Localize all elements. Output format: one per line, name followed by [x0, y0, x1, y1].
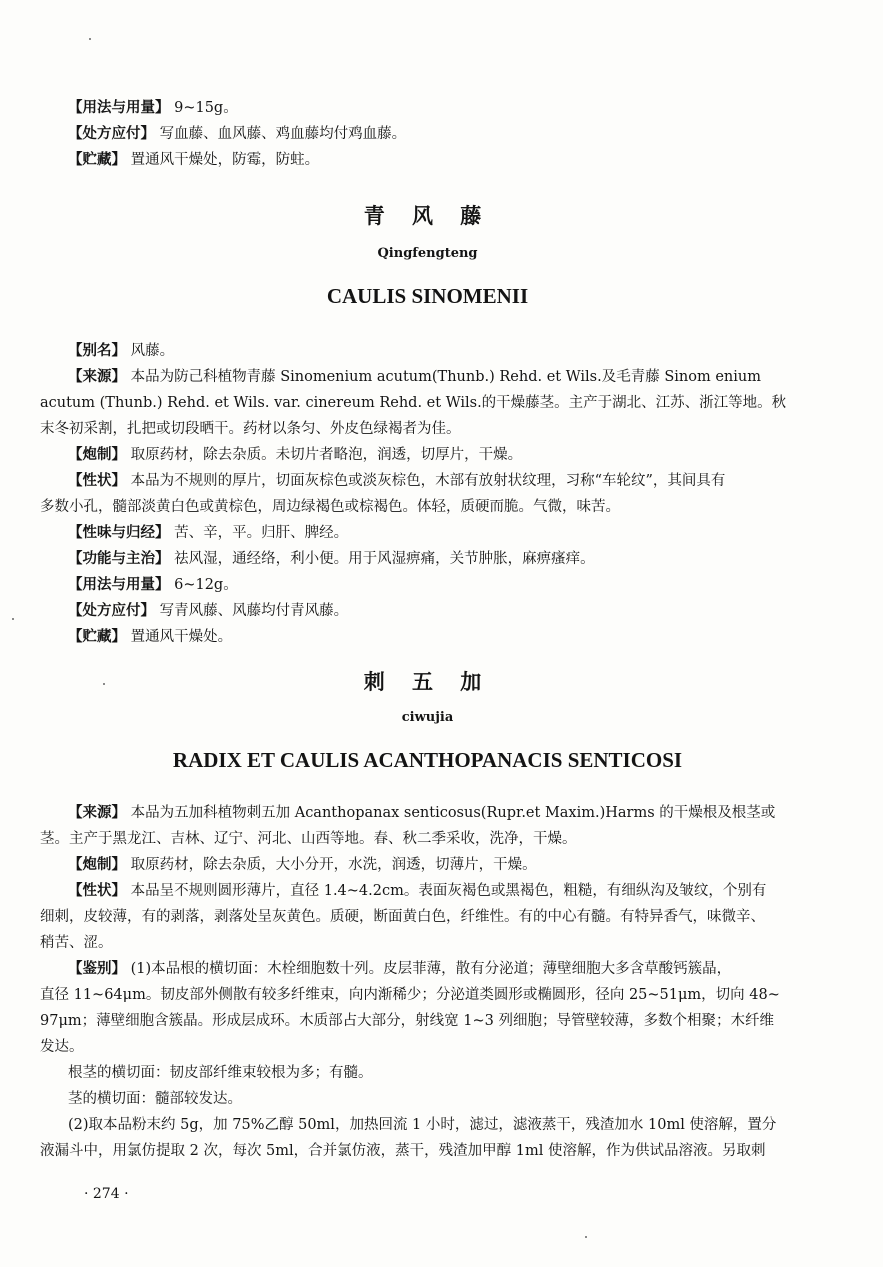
section-text: 末冬初采割，扎把或切段晒干。药材以条匀、外皮色绿褐者为佳。	[40, 421, 461, 437]
text-line	[40, 1112, 815, 1138]
text-line	[40, 624, 815, 650]
section-text: 风藤。	[130, 343, 175, 359]
section-text: 本品为防己科植物青藤 Sinomenium acutum(Thunb.) Rehd. et Wils.及毛青藤 Sinom enium	[130, 369, 761, 385]
scan-speck	[12, 618, 14, 620]
text-line	[40, 416, 815, 442]
section-text: (2)取本品粉末约 5g，加 75%乙醇 50ml，加热回流 1 小时，滤过，滤液蒸干，残渣加水 10ml 使溶解，置分	[68, 1117, 777, 1133]
scan-speck	[585, 1236, 587, 1238]
section-text: 取原药材，除去杂质，大小分开，水洗，润透，切薄片，干燥。	[130, 857, 537, 873]
section-text: 直径 11~64μm。韧皮部外侧散有较多纤维束，向内渐稀少；分泌道类圆形或椭圆形，径向 25~51μm，切向 48~	[40, 987, 780, 1003]
section-text: acutum (Thunb.) Rehd. et Wils. var. cinereum Rehd. et Wils.的干燥藤茎。主产于湖北、江苏、浙江等地。秋	[40, 395, 787, 411]
previous-entry-tail	[40, 95, 815, 173]
section-text: 发达。	[40, 1039, 84, 1055]
text-line	[40, 598, 815, 624]
section-label: 【用法与用量】	[68, 99, 170, 116]
entry-body-qingfengteng	[40, 338, 815, 650]
entry-title-pinyin: Qingfengteng	[377, 246, 478, 261]
entry-title-chinese: 刺 五 加	[363, 669, 492, 694]
section-text: 本品呈不规则圆形薄片，直径 1.4~4.2cm。表面灰褐色或黑褐色，粗糙，有细纵沟及皱纹，个别有	[130, 883, 767, 899]
section-text: 茎的横切面：髓部较发达。	[68, 1091, 242, 1107]
entry-title-pinyin: ciwujia	[401, 710, 454, 725]
section-text: 本品为不规则的厚片，切面灰棕色或淡灰棕色，木部有放射状纹理，习称“车轮纹”，其间具有	[130, 473, 726, 489]
section-text: 9~15g。	[174, 100, 238, 116]
text-line	[40, 904, 815, 930]
text-line	[40, 95, 815, 121]
text-line	[40, 1034, 815, 1060]
section-label: 【炮制】	[68, 856, 126, 873]
entry-title-latin: CAULIS SINOMENII	[326, 284, 529, 308]
text-line	[40, 956, 815, 982]
section-text: 97μm；薄壁细胞含簇晶。形成层成环。木质部占大部分，射线宽 1~3 列细胞；导管壁较薄，多数个相聚；木纤维	[40, 1013, 774, 1029]
text-line	[40, 1138, 815, 1164]
section-text: 根茎的横切面：韧皮部纤维束较根为多；有髓。	[68, 1065, 373, 1081]
section-label: 【来源】	[68, 804, 126, 821]
text-line	[40, 930, 815, 956]
scan-speck	[103, 683, 105, 685]
section-text: 置通风干燥处。	[130, 629, 233, 645]
section-text: 祛风湿，通经络，利小便。用于风湿痹痛，关节肿胀，麻痹瘙痒。	[174, 551, 595, 567]
entry-title-chinese: 青 风 藤	[363, 203, 492, 228]
text-line	[40, 826, 815, 852]
section-label: 【别名】	[68, 342, 126, 359]
text-line	[40, 364, 815, 390]
section-text: 多数小孔，髓部淡黄白色或黄棕色，周边绿褐色或棕褐色。体轻，质硬而脆。气微，味苦。	[40, 499, 620, 515]
text-line	[40, 338, 815, 364]
entry-body-ciwujia	[40, 800, 815, 1164]
section-label: 【性状】	[68, 882, 126, 899]
section-text: 液漏斗中，用氯仿提取 2 次，每次 5ml，合并氯仿液，蒸干，残渣加甲醇 1ml 使溶解，作为供试品溶液。另取刺	[40, 1143, 766, 1159]
section-text: 本品为五加科植物刺五加 Acanthopanax senticosus(Rupr.et Maxim.)Harms 的干燥根及根茎或	[130, 805, 776, 821]
section-label: 【功能与主治】	[68, 550, 170, 567]
text-line	[40, 442, 815, 468]
section-label: 【鉴别】	[68, 960, 126, 977]
section-text: 写青风藤、风藤均付青风藤。	[159, 603, 349, 619]
text-line	[40, 546, 815, 572]
text-line	[40, 520, 815, 546]
section-text: (1)本品根的横切面：木栓细胞数十列。皮层菲薄，散有分泌道；薄壁细胞大多含草酸钙簇晶，	[130, 961, 732, 977]
section-label: 【炮制】	[68, 446, 126, 463]
section-label: 【贮藏】	[68, 151, 126, 168]
text-line	[40, 468, 815, 494]
text-line	[40, 878, 815, 904]
section-label: 【性状】	[68, 472, 126, 489]
text-line	[40, 390, 815, 416]
section-label: 【贮藏】	[68, 628, 126, 645]
text-line	[40, 982, 815, 1008]
section-text: 苦、辛，平。归肝、脾经。	[174, 525, 349, 541]
section-text: 写血藤、血风藤、鸡血藤均付鸡血藤。	[159, 126, 407, 142]
text-line	[40, 494, 815, 520]
section-label: 【处方应付】	[68, 125, 155, 142]
section-label: 【用法与用量】	[68, 576, 170, 593]
section-text: 茎。主产于黑龙江、吉林、辽宁、河北、山西等地。春、秋二季采收，洗净，干燥。	[40, 831, 577, 847]
section-text: 稍苦、涩。	[40, 935, 113, 951]
section-label: 【性味与归经】	[68, 524, 170, 541]
section-text: 置通风干燥处，防霉，防蛀。	[130, 152, 320, 168]
entry-title-latin: RADIX ET CAULIS ACANTHOPANACIS SENTICOSI	[172, 748, 683, 772]
page-number: · 274 ·	[84, 1186, 129, 1202]
text-line	[40, 1060, 815, 1086]
text-line	[40, 121, 815, 147]
section-text: 取原药材，除去杂质。未切片者略泡，润透，切厚片，干燥。	[130, 447, 523, 463]
section-text: 6~12g。	[174, 577, 238, 593]
section-text: 细刺，皮较薄，有的剥落，剥落处呈灰黄色。质硬，断面黄白色，纤维性。有的中心有髓。有特异香气，味微辛、	[40, 909, 765, 925]
text-line	[40, 572, 815, 598]
text-line	[40, 852, 815, 878]
text-line	[40, 1086, 815, 1112]
section-label: 【来源】	[68, 368, 126, 385]
text-line	[40, 147, 815, 173]
scan-speck	[89, 38, 91, 40]
text-line	[40, 1008, 815, 1034]
text-line	[40, 800, 815, 826]
section-label: 【处方应付】	[68, 602, 155, 619]
